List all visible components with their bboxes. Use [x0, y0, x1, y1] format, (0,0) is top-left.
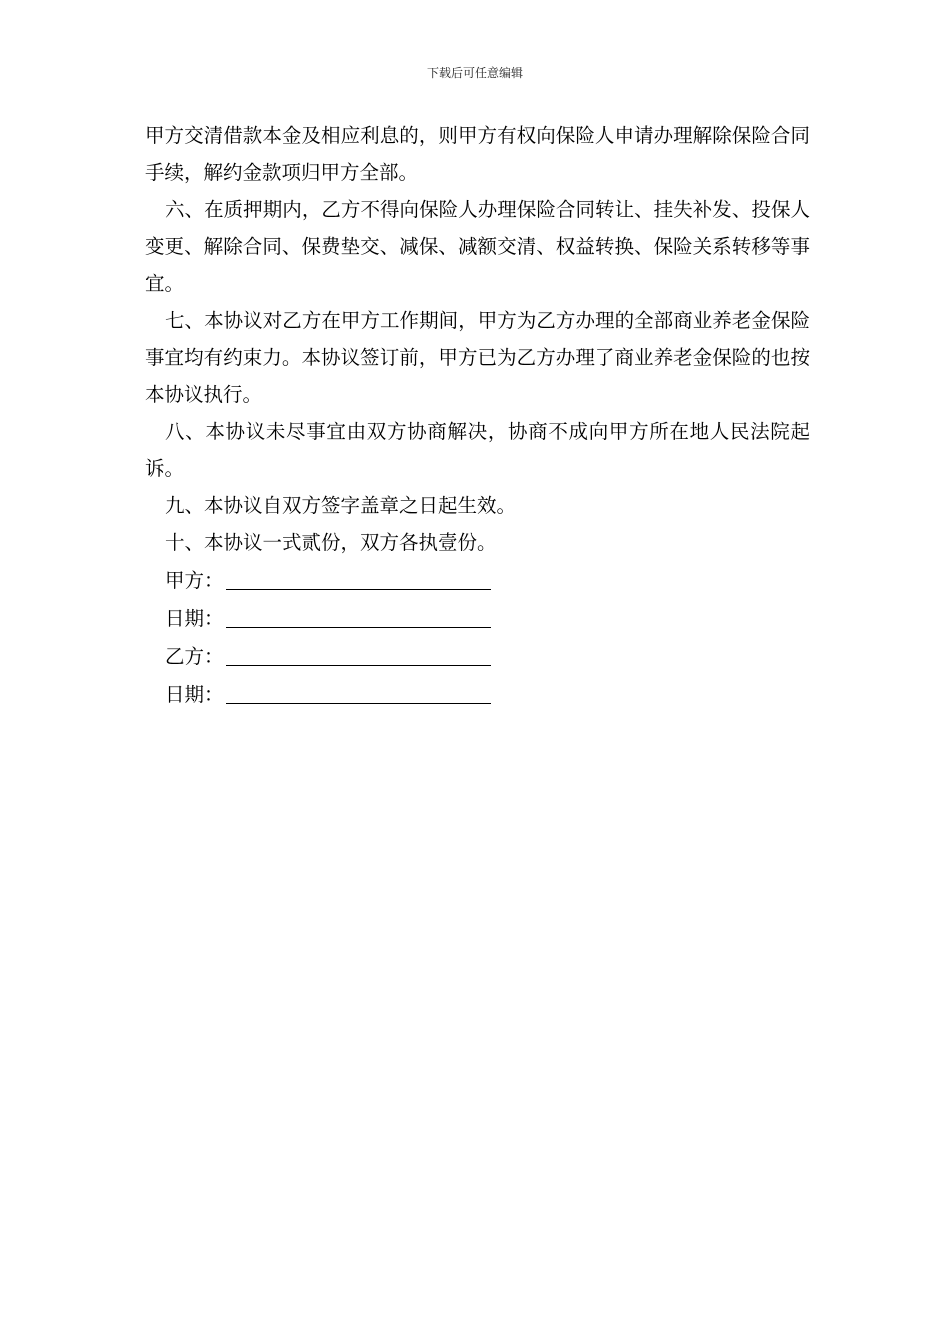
- party-a-signature-line: [226, 567, 491, 590]
- date-b-label: 日期：: [165, 683, 224, 706]
- page-header: 下载后可任意编辑: [426, 66, 523, 80]
- date-b-row: [165, 675, 810, 713]
- party-b-signature-line: [226, 643, 491, 666]
- date-b-line: [226, 681, 491, 704]
- party-b-row: [165, 637, 810, 675]
- date-a-line: [226, 605, 491, 628]
- paragraph-clause-7: 七、本协议对乙方在甲方工作期间，甲方为乙方办理的全部商业养老金保险事宜均有约束力。本协议签订前，甲方已为乙方办理了商业养老金保险的也按本协议执行。: [145, 309, 810, 406]
- paragraph-clause-10: 十、本协议一式贰份，双方各执壹份。: [165, 531, 497, 554]
- party-a-label: 甲方：: [165, 569, 224, 592]
- signature-block: [145, 561, 810, 713]
- paragraph-continuation: 甲方交清借款本金及相应利息的，则甲方有权向保险人申请办理解除保险合同手续，解约金款项归甲方全部。: [145, 124, 810, 184]
- paragraph-clause-9: 九、本协议自双方签字盖章之日起生效。: [165, 494, 517, 517]
- document-body: [145, 117, 810, 713]
- date-a-row: [165, 599, 810, 637]
- date-a-label: 日期：: [165, 607, 224, 630]
- paragraph-clause-8: 八、本协议未尽事宜由双方协商解决，协商不成向甲方所在地人民法院起诉。: [145, 420, 810, 480]
- party-b-label: 乙方：: [165, 645, 224, 668]
- party-a-row: [165, 561, 810, 599]
- paragraph-clause-6: 六、在质押期内，乙方不得向保险人办理保险合同转让、挂失补发、投保人变更、解除合同、保费垫交、减保、减额交清、权益转换、保险关系转移等事宜。: [145, 198, 810, 295]
